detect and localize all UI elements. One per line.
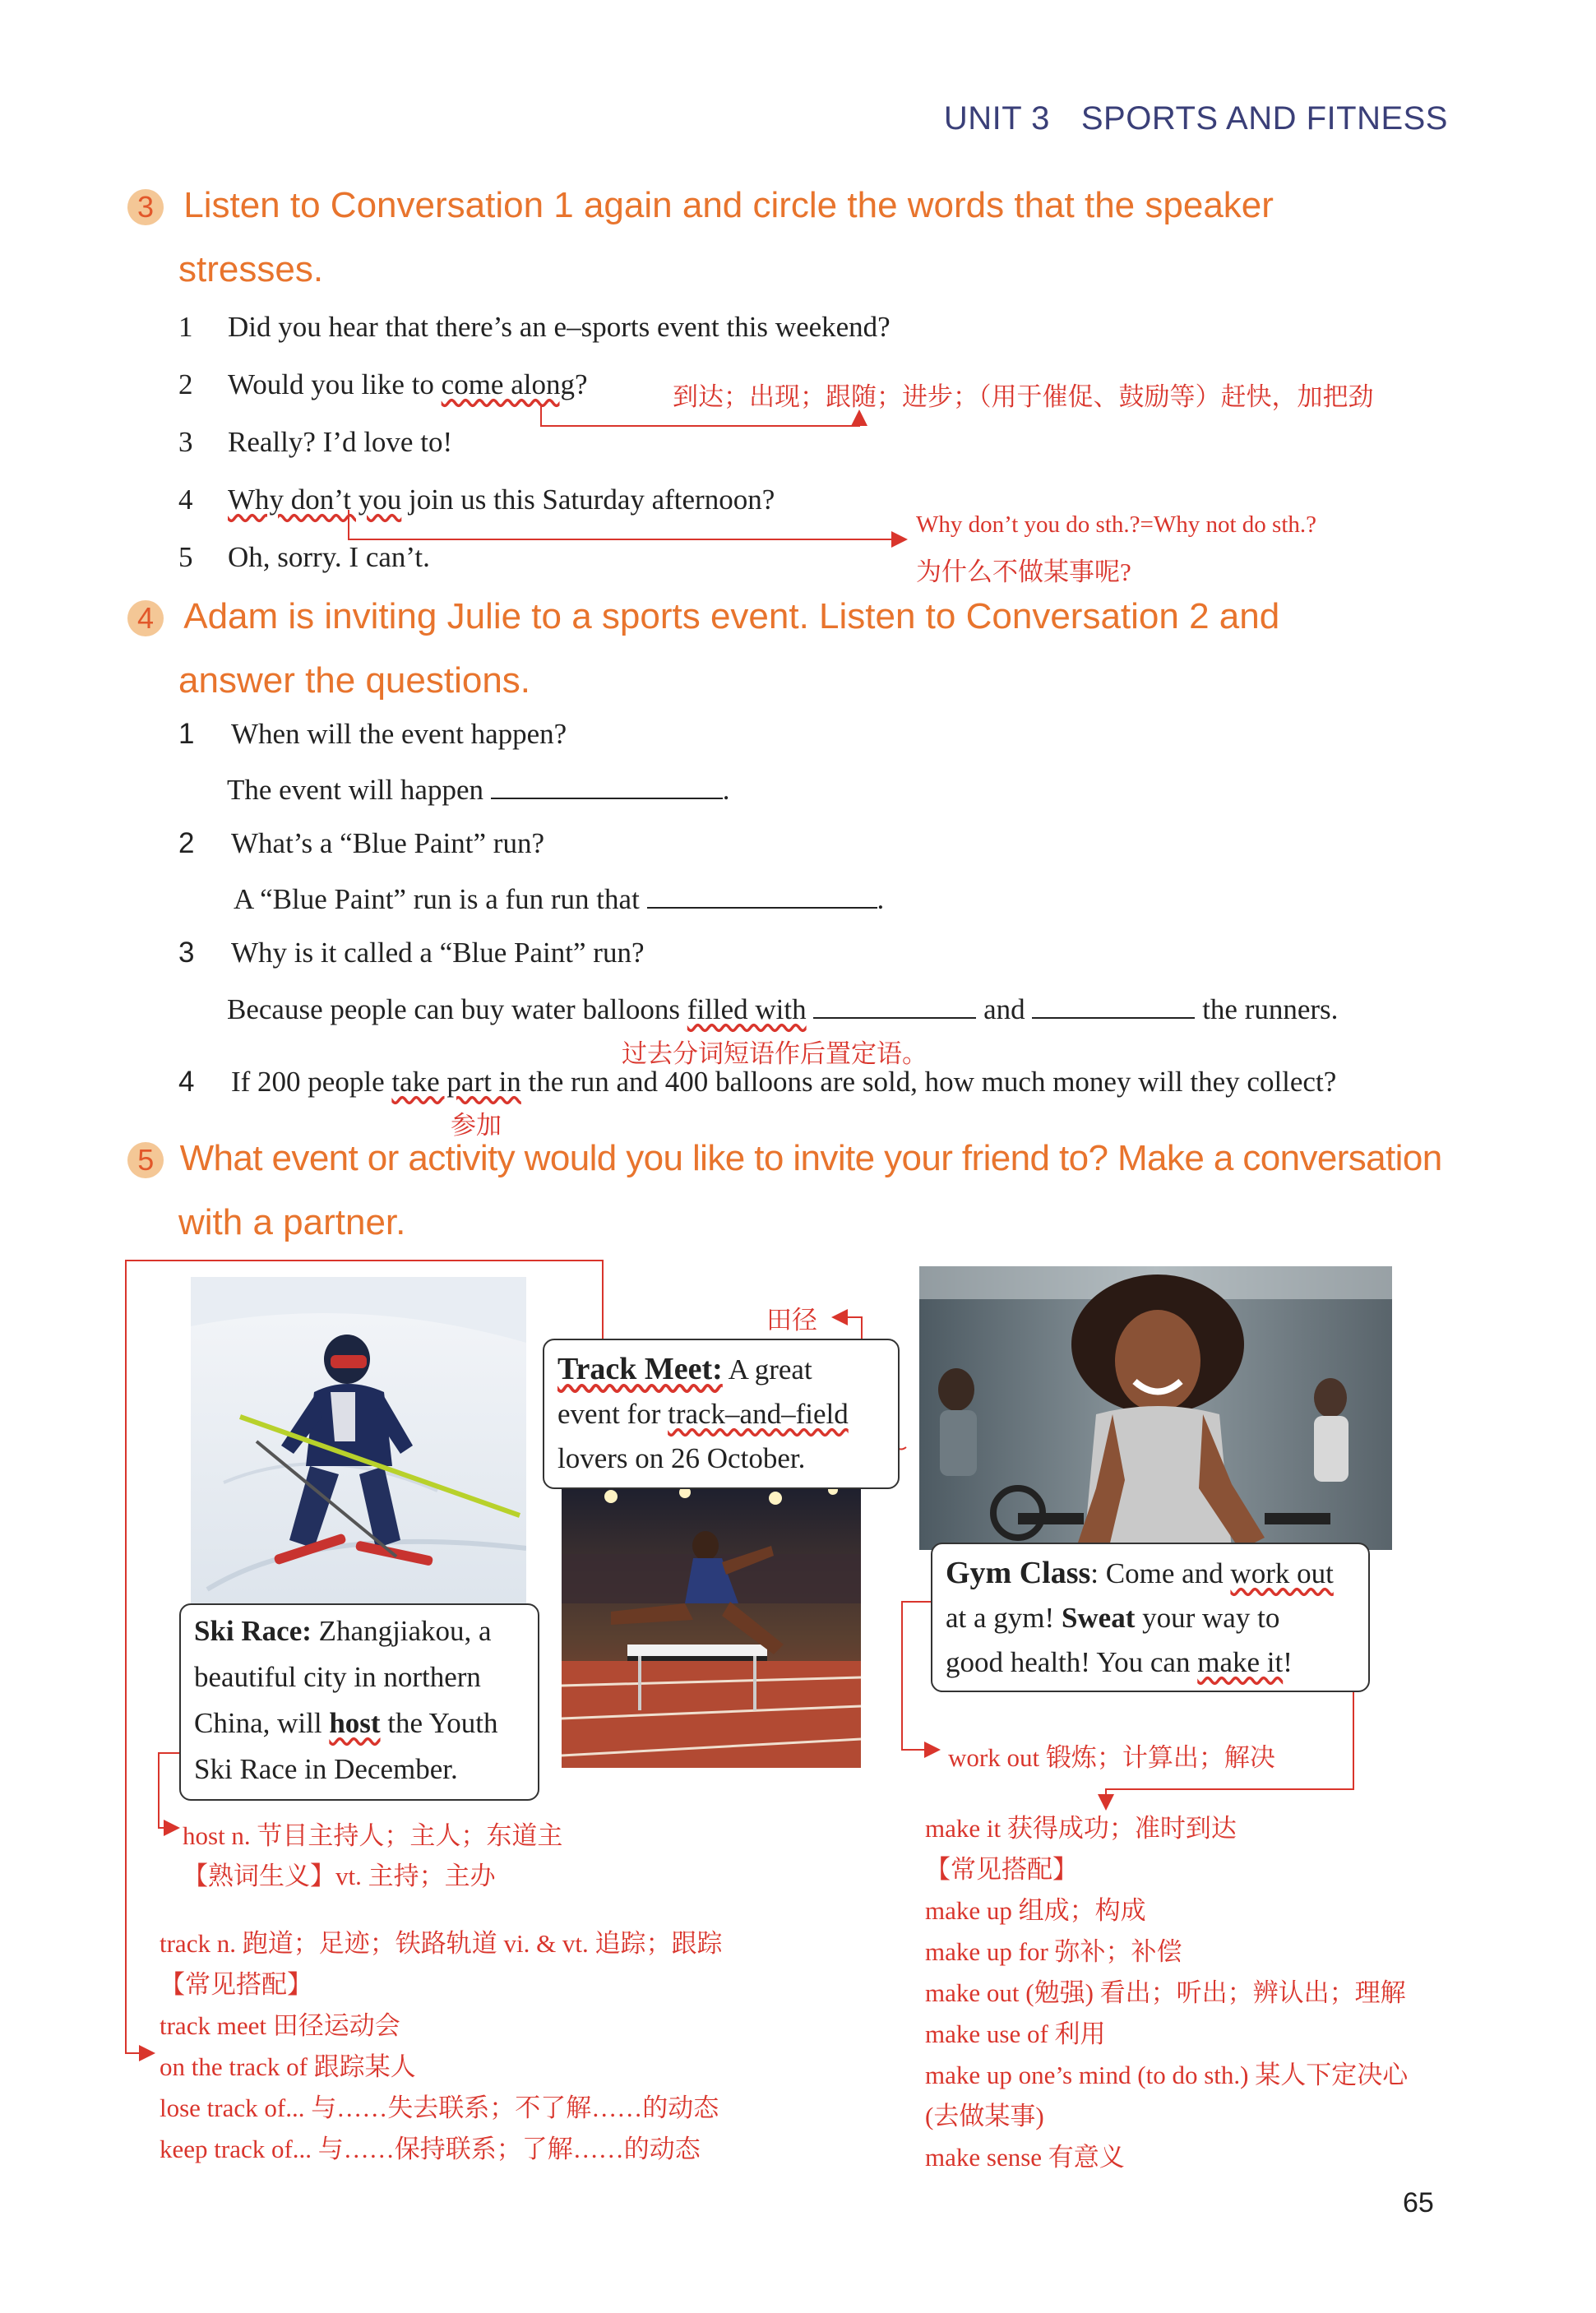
section-3-title-line1: Listen to Conversation 1 again and circle the words that the speaker [183, 185, 1274, 225]
note-make-up-mind: make up one’s mind (to do sth.) 某人下定决心 [925, 2061, 1409, 2089]
section-5-number: 5 [127, 1142, 164, 1178]
item-number: 4 [178, 483, 193, 516]
gym-line-3 [946, 1640, 1355, 1685]
answer-text: The event will happen [227, 774, 483, 806]
answer-end: the runners. [1202, 993, 1339, 1025]
item-text: Would you like to [228, 368, 442, 400]
gym-text: your way to [1135, 1602, 1280, 1634]
section-4-title-line1: Adam is inviting Julie to a sports event. Listen to Conversation 2 and [183, 596, 1280, 636]
make-it-phrase: make it [1197, 1646, 1284, 1678]
item-number: 5 [178, 541, 193, 573]
note-make-it: make it 获得成功；准时到达 [925, 1814, 1237, 1843]
answer-end: . [877, 883, 885, 915]
ski-race-card [179, 1603, 539, 1801]
note-come-along: 到达；出现；跟随；进步；（用于催促、鼓励等）赶快，加把劲 [673, 382, 1374, 411]
note-make-up: make up 组成；构成 [925, 1896, 1146, 1925]
note-why-line1: Why don’t you do sth.?=Why not do sth.? [916, 511, 1317, 538]
item-number: 2 [178, 368, 193, 400]
note-track-meet: track meet 田径运动会 [160, 2011, 400, 2040]
gym-text: good health! You can [946, 1646, 1198, 1678]
section-3-title-line2: stresses. [178, 249, 324, 289]
question-number: 2 [178, 827, 195, 859]
note-filled-with: 过去分词短语作后置定语。 [622, 1039, 928, 1068]
note-why-line2: 为什么不做某事呢? [916, 557, 1131, 586]
note-make-out: make out (勉强) 看出；听出；辨认出；理解 [925, 1978, 1406, 2007]
gym-text: ! [1283, 1646, 1293, 1678]
item-number: 3 [178, 426, 193, 458]
note-work-out: work out 锻炼；计算出；解决 [948, 1743, 1275, 1772]
unit-label: UNIT 3 [943, 100, 1050, 136]
item-text: Really? I’d love to! [228, 426, 453, 458]
item-text-end: ? [574, 368, 588, 400]
track-line-3: lovers on 26 October. [557, 1442, 806, 1474]
section-5-title-line2: with a partner. [178, 1202, 406, 1242]
work-out-phrase: work out [1230, 1557, 1334, 1589]
note-keep-track-of: keep track of... 与……保持联系；了解……的动态 [160, 2135, 701, 2163]
note-lose-track-of: lose track of... 与……失去联系；不了解……的动态 [160, 2093, 719, 2122]
note-track: track n. 跑道；足迹；铁路轨道 vi. & vt. 追踪；跟踪 [160, 1929, 723, 1958]
question-number: 4 [178, 1066, 195, 1098]
track-and-field-phrase: track–and–field [668, 1398, 849, 1430]
answer-text: A “Blue Paint” run is a fun run that [234, 883, 640, 915]
track-meet-name: Track Meet: [557, 1352, 723, 1386]
ski-line-1 [194, 1608, 525, 1654]
section-4-number: 4 [127, 600, 164, 636]
ski-line-4: Ski Race in December. [194, 1753, 458, 1785]
note-take-part-in: 参加 [451, 1111, 502, 1140]
note-make-collocations: 【常见搭配】 [925, 1855, 1078, 1884]
filled-with-phrase: filled with [687, 993, 807, 1025]
unit-title: SPORTS AND FITNESS [1080, 100, 1448, 136]
question-text-end: the run and 400 balloons are sold, how much money will they collect? [520, 1066, 1337, 1098]
item-text: Oh, sorry. I can’t. [228, 541, 430, 573]
question-number: 1 [178, 718, 195, 750]
page-number: 65 [1403, 2187, 1434, 2218]
question-text: When will the event happen? [231, 718, 567, 750]
track-text: A great [722, 1353, 812, 1385]
ski-line-3 [194, 1700, 525, 1746]
ski-text: China, will [194, 1707, 330, 1739]
answer-end: . [722, 774, 730, 806]
gym-line-1 [946, 1551, 1355, 1596]
note-track-and-field: 田径 [766, 1306, 817, 1335]
why-dont-you-phrase: Why don’t you [228, 483, 402, 516]
note-make-sense: make sense 有意义 [925, 2143, 1125, 2172]
track-line-2 [557, 1392, 885, 1436]
note-host: host n. 节目主持人；主人；东道主 [183, 1821, 563, 1850]
question-text: If 200 people [231, 1066, 392, 1098]
ski-text: the Youth [380, 1707, 498, 1739]
gym-class-name: Gym Class [946, 1556, 1091, 1590]
ski-race-name: Ski Race: [194, 1615, 312, 1647]
ski-line-2: beautiful city in northern [194, 1661, 481, 1693]
ski-text: Zhangjiakou, a [311, 1615, 492, 1647]
section-3-number: 3 [127, 189, 164, 225]
gym-text: : Come and [1090, 1557, 1231, 1589]
track-meet-card [543, 1339, 900, 1489]
item-text: join us this Saturday afternoon? [401, 483, 775, 516]
answer-and: and [983, 993, 1025, 1025]
item-number: 1 [178, 311, 193, 343]
question-text: Why is it called a “Blue Paint” run? [231, 937, 645, 969]
track-line-1 [557, 1347, 885, 1392]
sweat-word: Sweat [1061, 1602, 1136, 1634]
note-track-collocations: 【常见搭配】 [160, 1970, 312, 1999]
gym-text: at a gym! [946, 1602, 1062, 1634]
track-text: event for [557, 1398, 668, 1430]
note-make-use-of: make use of 利用 [925, 2019, 1106, 2048]
gym-line-2 [946, 1596, 1355, 1640]
come-along-phrase: come along [441, 368, 575, 400]
question-number: 3 [178, 937, 195, 969]
note-on-the-track-of: on the track of 跟踪某人 [160, 2052, 416, 2081]
item-text: Did you hear that there’s an e–sports event this weekend? [228, 311, 891, 343]
note-host-new-meaning: 【熟词生义】vt. 主持；主办 [183, 1862, 496, 1890]
answer-text: Because people can buy water balloons [227, 993, 687, 1025]
section-4-title-line2: answer the questions. [178, 660, 531, 701]
section-5-title-line1: What event or activity would you like to invite your friend to? Make a conversation [179, 1138, 1442, 1178]
gym-class-card [931, 1543, 1370, 1692]
question-text: What’s a “Blue Paint” run? [231, 827, 544, 859]
take-part-in-phrase: take part in [391, 1066, 521, 1098]
note-make-up-mind-2: (去做某事) [925, 2102, 1044, 2130]
host-word: host [329, 1707, 381, 1739]
note-make-up-for: make up for 弥补；补偿 [925, 1937, 1182, 1966]
